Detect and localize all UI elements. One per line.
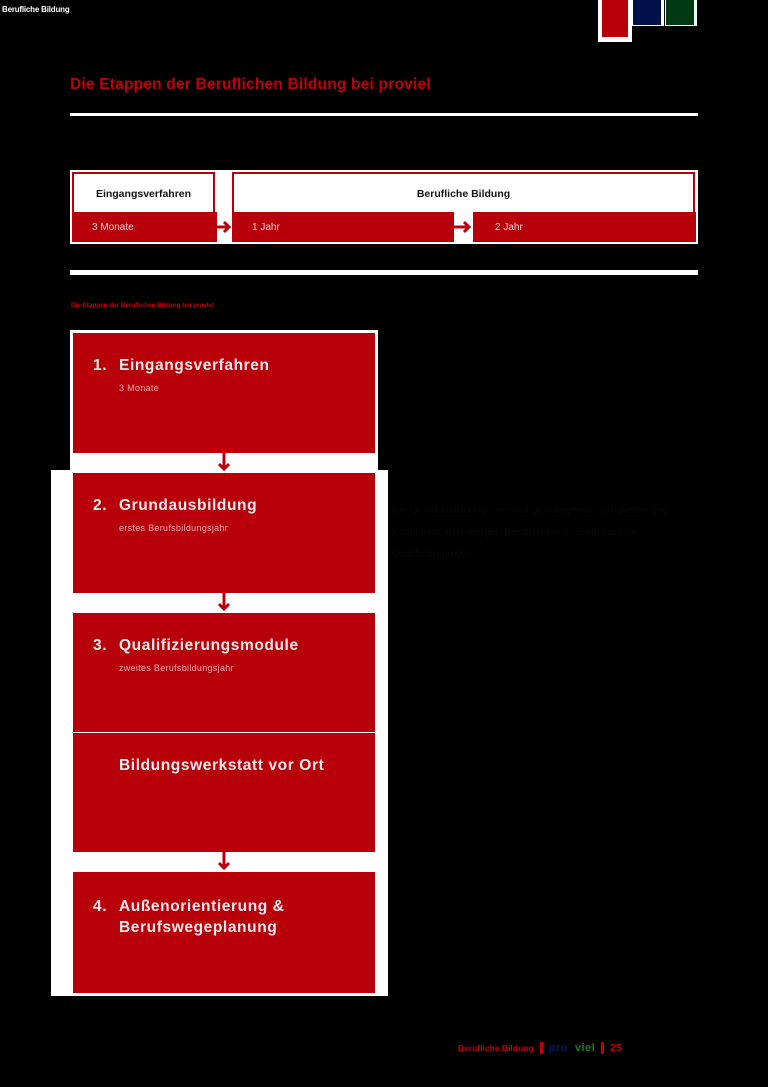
timeline-diagram [70, 170, 698, 244]
red-section-tab [598, 0, 632, 42]
timeline-phase-eingangsverfahren: Eingangsverfahren [72, 172, 215, 214]
step-aussenorientierung [73, 872, 375, 993]
step-title: Eingangsverfahren [119, 357, 270, 374]
step-title-line2: Berufswegeplanung [119, 919, 278, 936]
step-subtitle: 3 Monate [119, 383, 159, 393]
step-number: 2. [93, 497, 108, 514]
step-eingangsverfahren [73, 333, 375, 453]
step-title: Bildungswerkstatt vor Ort [119, 757, 325, 774]
step-grundausbildung [73, 473, 375, 593]
blue-section-tab [632, 0, 664, 26]
step-number: 4. [93, 898, 108, 915]
page-footer [458, 1039, 621, 1057]
arrow-down-icon [215, 593, 233, 613]
timeline-phase-berufliche-bildung: Berufliche Bildung [232, 172, 695, 214]
step-title: Außenorientierung & [119, 898, 285, 915]
arrow-right-icon [214, 218, 232, 236]
section-caption: Die Etappen der Beruflichen Bildung bei proviel [71, 302, 214, 309]
page-title: Die Etappen der Beruflichen Bildung bei proviel [70, 76, 431, 93]
timeline-bar-1-jahr: 1 Jahr [232, 212, 454, 242]
step-title: Qualifizierungsmodule [119, 637, 299, 654]
green-section-tab [665, 0, 697, 26]
step-subtitle: erstes Berufsbildungsjahr [119, 523, 229, 533]
footer-separator [540, 1042, 543, 1054]
step-bildungswerkstatt [73, 733, 375, 852]
divider-bottom [70, 270, 698, 275]
page-number: 25 [610, 1042, 622, 1054]
step-subtitle: zweites Berufsbildungsjahr [119, 663, 234, 673]
footer-separator [601, 1042, 604, 1054]
side-text: Die Grundausbildung vermittelt grundlegende Fertigkeiten und Kenntnisse im jeweiligen Berufsfeld und bereitet auf die Qualifizierung vor. [392, 505, 668, 560]
divider-top [70, 113, 698, 116]
proviel-logo: pro viel [548, 1042, 596, 1054]
step-title: Grundausbildung [119, 497, 258, 514]
step-number: 1. [93, 357, 108, 374]
timeline-bar-3-monate: 3 Monate [72, 212, 217, 242]
timeline-bar-2-jahr: 2 Jahr [473, 212, 696, 242]
step-qualifizierungsmodule [73, 613, 375, 732]
arrow-down-icon [215, 453, 233, 473]
running-head: Berufliche Bildung [2, 5, 70, 14]
arrow-right-icon [454, 218, 472, 236]
step-number: 3. [93, 637, 108, 654]
footer-label: Berufliche Bildung [458, 1043, 534, 1053]
arrow-down-icon [215, 852, 233, 872]
